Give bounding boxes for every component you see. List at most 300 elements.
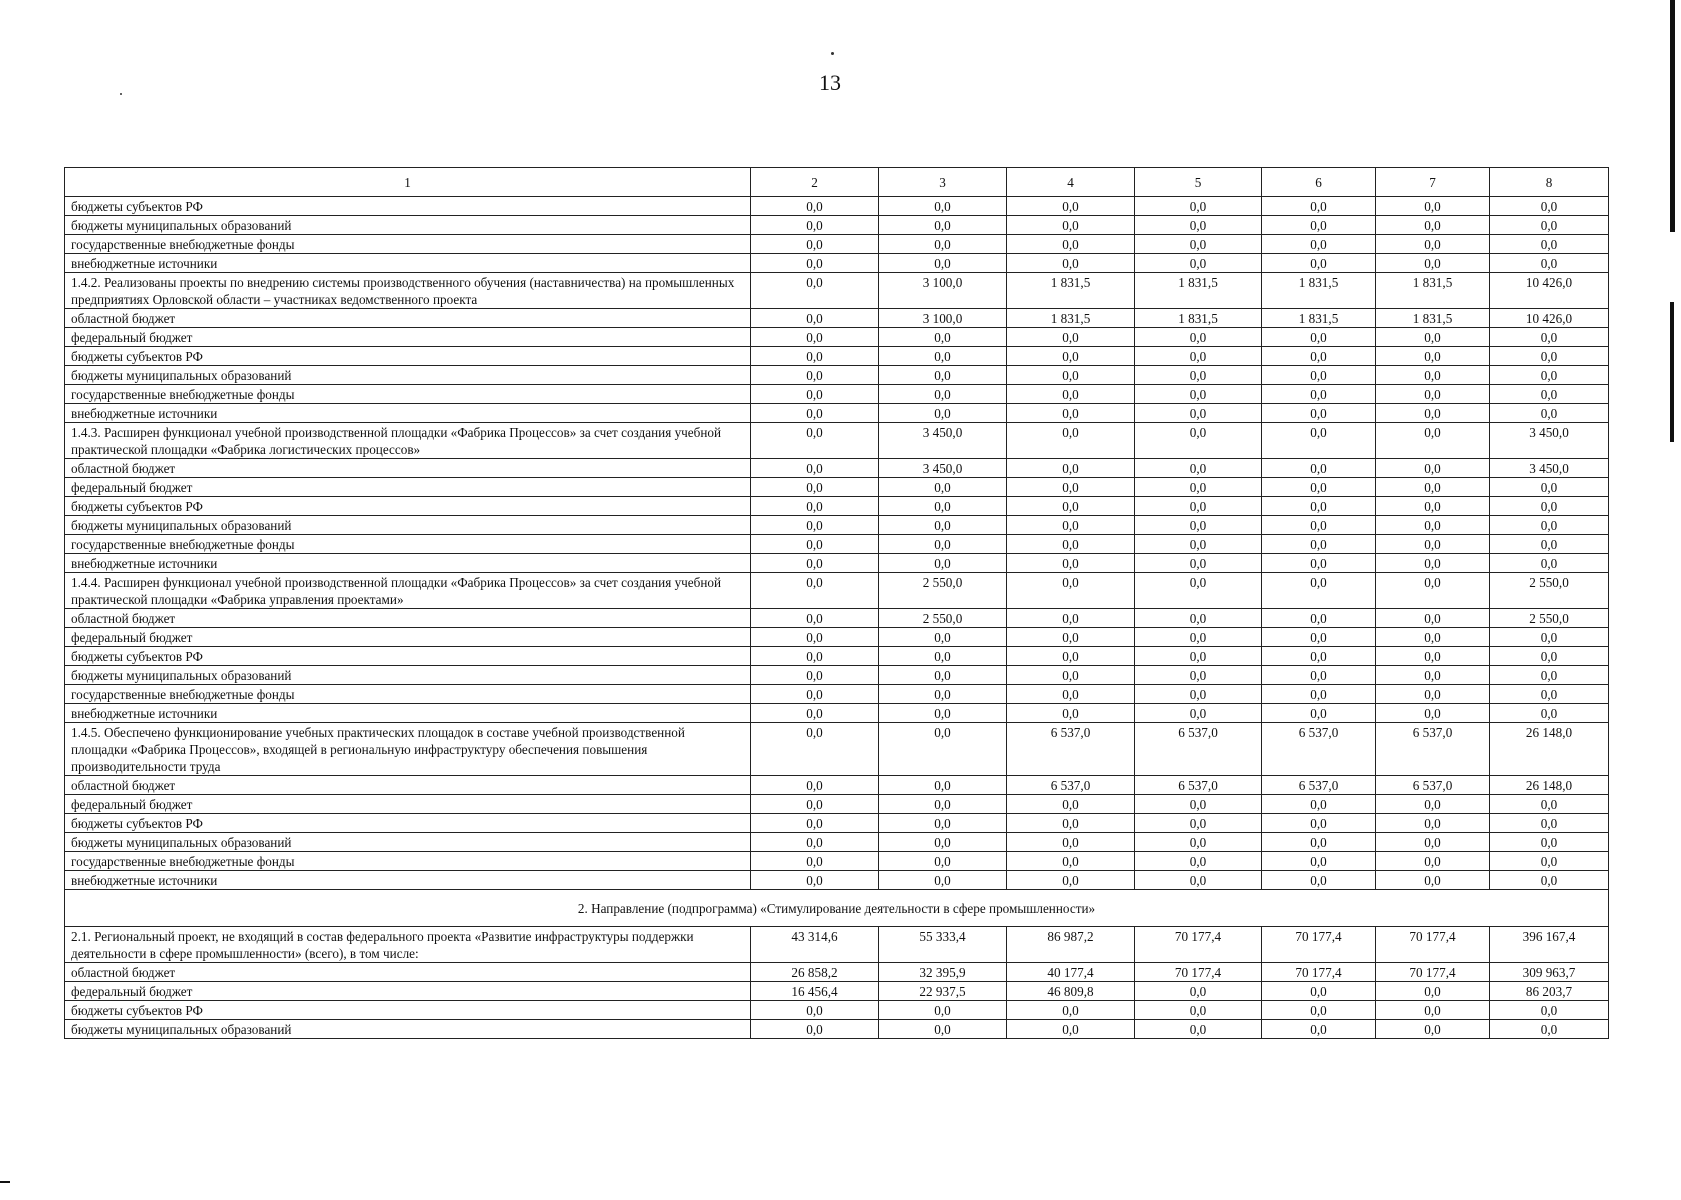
value-cell: 0,0 (751, 347, 879, 366)
value-cell: 0,0 (1376, 347, 1490, 366)
value-cell: 0,0 (1135, 1020, 1262, 1039)
value-cell: 0,0 (1376, 871, 1490, 890)
row-label: областной бюджет (65, 963, 751, 982)
value-cell: 0,0 (1262, 254, 1376, 273)
row-label: внебюджетные источники (65, 254, 751, 273)
column-header: 5 (1135, 168, 1262, 197)
row-label: внебюджетные источники (65, 404, 751, 423)
value-cell: 0,0 (1007, 573, 1135, 609)
value-cell: 1 831,5 (1135, 309, 1262, 328)
value-cell: 0,0 (879, 704, 1007, 723)
value-cell: 0,0 (1007, 478, 1135, 497)
value-cell: 0,0 (1007, 385, 1135, 404)
value-cell: 0,0 (1262, 497, 1376, 516)
value-cell: 0,0 (751, 871, 879, 890)
row-label: бюджеты муниципальных образований (65, 666, 751, 685)
value-cell: 0,0 (1135, 254, 1262, 273)
column-header: 6 (1262, 168, 1376, 197)
row-label: внебюджетные источники (65, 554, 751, 573)
value-cell: 0,0 (751, 497, 879, 516)
value-cell: 0,0 (879, 347, 1007, 366)
table-row (65, 478, 1609, 497)
value-cell: 0,0 (1490, 833, 1609, 852)
table-row (65, 366, 1609, 385)
value-cell: 0,0 (1135, 235, 1262, 254)
value-cell: 0,0 (879, 254, 1007, 273)
value-cell: 70 177,4 (1262, 963, 1376, 982)
table-row (65, 628, 1609, 647)
value-cell: 0,0 (1262, 685, 1376, 704)
table-row (65, 216, 1609, 235)
row-label: бюджеты муниципальных образований (65, 366, 751, 385)
row-label: федеральный бюджет (65, 328, 751, 347)
value-cell: 0,0 (751, 723, 879, 776)
value-cell: 0,0 (1007, 535, 1135, 554)
value-cell: 70 177,4 (1135, 963, 1262, 982)
value-cell: 0,0 (751, 685, 879, 704)
value-cell: 6 537,0 (1376, 723, 1490, 776)
table-row (65, 795, 1609, 814)
value-cell: 43 314,6 (751, 927, 879, 963)
value-cell: 55 333,4 (879, 927, 1007, 963)
row-label: государственные внебюджетные фонды (65, 852, 751, 871)
value-cell: 26 148,0 (1490, 723, 1609, 776)
value-cell: 0,0 (1135, 554, 1262, 573)
table-row (65, 666, 1609, 685)
value-cell: 32 395,9 (879, 963, 1007, 982)
value-cell: 0,0 (1490, 647, 1609, 666)
value-cell: 0,0 (751, 535, 879, 554)
table-row (65, 554, 1609, 573)
table-row (65, 647, 1609, 666)
table-row (65, 871, 1609, 890)
table-row (65, 423, 1609, 459)
value-cell: 0,0 (1262, 404, 1376, 423)
value-cell: 0,0 (1135, 609, 1262, 628)
value-cell: 0,0 (1490, 328, 1609, 347)
value-cell: 396 167,4 (1490, 927, 1609, 963)
value-cell: 0,0 (1007, 554, 1135, 573)
value-cell: 0,0 (1007, 516, 1135, 535)
value-cell: 0,0 (1135, 666, 1262, 685)
table-row (65, 685, 1609, 704)
value-cell: 0,0 (1490, 197, 1609, 216)
table-row (65, 982, 1609, 1001)
value-cell: 0,0 (751, 309, 879, 328)
value-cell: 0,0 (1007, 833, 1135, 852)
value-cell: 70 177,4 (1135, 927, 1262, 963)
value-cell: 0,0 (879, 216, 1007, 235)
value-cell: 0,0 (751, 273, 879, 309)
value-cell: 3 450,0 (879, 423, 1007, 459)
value-cell: 2 550,0 (1490, 573, 1609, 609)
value-cell: 0,0 (1376, 685, 1490, 704)
scan-edge-mark (1670, 302, 1674, 442)
value-cell: 0,0 (1262, 328, 1376, 347)
value-cell: 70 177,4 (1376, 927, 1490, 963)
value-cell: 0,0 (879, 628, 1007, 647)
section-row (65, 890, 1609, 927)
value-cell: 6 537,0 (1376, 776, 1490, 795)
value-cell: 0,0 (1376, 366, 1490, 385)
row-label: бюджеты субъектов РФ (65, 647, 751, 666)
value-cell: 0,0 (1007, 423, 1135, 459)
value-cell: 0,0 (1376, 573, 1490, 609)
value-cell: 0,0 (1007, 254, 1135, 273)
value-cell: 0,0 (879, 685, 1007, 704)
value-cell: 3 450,0 (879, 459, 1007, 478)
value-cell: 0,0 (1490, 385, 1609, 404)
value-cell: 0,0 (751, 776, 879, 795)
value-cell: 0,0 (1262, 609, 1376, 628)
scan-edge-mark (0, 1181, 10, 1183)
row-label: бюджеты муниципальных образований (65, 833, 751, 852)
value-cell: 0,0 (1135, 385, 1262, 404)
value-cell: 0,0 (879, 776, 1007, 795)
value-cell: 0,0 (1262, 573, 1376, 609)
table-body (65, 197, 1609, 1039)
value-cell: 0,0 (879, 1020, 1007, 1039)
value-cell: 0,0 (879, 478, 1007, 497)
value-cell: 0,0 (1376, 497, 1490, 516)
value-cell: 0,0 (1262, 235, 1376, 254)
value-cell: 0,0 (1490, 535, 1609, 554)
value-cell: 86 203,7 (1490, 982, 1609, 1001)
value-cell: 0,0 (1007, 347, 1135, 366)
value-cell: 0,0 (879, 1001, 1007, 1020)
column-header: 8 (1490, 168, 1609, 197)
value-cell: 0,0 (1376, 1020, 1490, 1039)
value-cell: 0,0 (1135, 685, 1262, 704)
value-cell: 0,0 (1007, 197, 1135, 216)
value-cell: 0,0 (1262, 197, 1376, 216)
table-row (65, 776, 1609, 795)
value-cell: 0,0 (1490, 235, 1609, 254)
value-cell: 0,0 (1490, 852, 1609, 871)
value-cell: 0,0 (751, 404, 879, 423)
value-cell: 0,0 (1007, 609, 1135, 628)
scan-speck (831, 52, 834, 55)
value-cell: 0,0 (1262, 423, 1376, 459)
value-cell: 0,0 (1376, 197, 1490, 216)
table-row (65, 404, 1609, 423)
table-row (65, 704, 1609, 723)
row-label: 1.4.3. Расширен функционал учебной производственной площадки «Фабрика Процессов» за счет создания учебной практической площадки «Фабрика логистических процессов» (65, 423, 751, 459)
row-label: областной бюджет (65, 609, 751, 628)
value-cell: 0,0 (1007, 666, 1135, 685)
value-cell: 0,0 (1490, 704, 1609, 723)
table-row (65, 609, 1609, 628)
row-label: 1.4.4. Расширен функционал учебной производственной площадки «Фабрика Процессов» за счет создания учебной практической площадки «Фабрика управления проектами» (65, 573, 751, 609)
table-row (65, 235, 1609, 254)
value-cell: 0,0 (879, 833, 1007, 852)
value-cell: 0,0 (1490, 685, 1609, 704)
value-cell: 0,0 (1262, 628, 1376, 647)
value-cell: 0,0 (751, 609, 879, 628)
value-cell: 0,0 (879, 328, 1007, 347)
value-cell: 0,0 (1007, 852, 1135, 871)
budget-table (64, 167, 1609, 1039)
value-cell: 3 100,0 (879, 309, 1007, 328)
row-label: федеральный бюджет (65, 478, 751, 497)
row-label: бюджеты субъектов РФ (65, 347, 751, 366)
value-cell: 0,0 (1376, 628, 1490, 647)
value-cell: 0,0 (1490, 366, 1609, 385)
value-cell: 0,0 (1135, 1001, 1262, 1020)
value-cell: 0,0 (1376, 666, 1490, 685)
table-row (65, 1001, 1609, 1020)
value-cell: 0,0 (1262, 366, 1376, 385)
row-label: государственные внебюджетные фонды (65, 385, 751, 404)
value-cell: 0,0 (1262, 647, 1376, 666)
value-cell: 0,0 (1007, 647, 1135, 666)
value-cell: 0,0 (1262, 554, 1376, 573)
value-cell: 0,0 (1262, 459, 1376, 478)
value-cell: 0,0 (1262, 516, 1376, 535)
table-row (65, 273, 1609, 309)
value-cell: 0,0 (1135, 647, 1262, 666)
value-cell: 40 177,4 (1007, 963, 1135, 982)
value-cell: 0,0 (1262, 1001, 1376, 1020)
value-cell: 2 550,0 (879, 609, 1007, 628)
value-cell: 0,0 (751, 628, 879, 647)
value-cell: 0,0 (1135, 628, 1262, 647)
header-row (65, 168, 1609, 197)
value-cell: 0,0 (1135, 704, 1262, 723)
value-cell: 0,0 (751, 366, 879, 385)
value-cell: 0,0 (1007, 685, 1135, 704)
value-cell: 0,0 (1262, 535, 1376, 554)
row-label: областной бюджет (65, 776, 751, 795)
value-cell: 0,0 (751, 647, 879, 666)
value-cell: 0,0 (751, 814, 879, 833)
value-cell: 1 831,5 (1262, 273, 1376, 309)
value-cell: 0,0 (1007, 497, 1135, 516)
row-label: бюджеты муниципальных образований (65, 216, 751, 235)
value-cell: 0,0 (1490, 1001, 1609, 1020)
row-label: государственные внебюджетные фонды (65, 235, 751, 254)
value-cell: 10 426,0 (1490, 273, 1609, 309)
row-label: 1.4.2. Реализованы проекты по внедрению системы производственного обучения (наставничества) на промышленных предприятиях Орловской области – участниках ведомственного проекта (65, 273, 751, 309)
value-cell: 1 831,5 (1376, 273, 1490, 309)
value-cell: 0,0 (1135, 197, 1262, 216)
value-cell: 2 550,0 (879, 573, 1007, 609)
value-cell: 0,0 (1007, 404, 1135, 423)
row-label: внебюджетные источники (65, 704, 751, 723)
value-cell: 0,0 (1376, 1001, 1490, 1020)
value-cell: 0,0 (751, 704, 879, 723)
scan-edge-mark (1670, 0, 1675, 232)
value-cell: 0,0 (1135, 423, 1262, 459)
value-cell: 0,0 (1135, 871, 1262, 890)
value-cell: 0,0 (1007, 235, 1135, 254)
value-cell: 0,0 (751, 328, 879, 347)
value-cell: 0,0 (1490, 814, 1609, 833)
value-cell: 0,0 (1490, 1020, 1609, 1039)
value-cell: 0,0 (879, 871, 1007, 890)
section-title: 2. Направление (подпрограмма) «Стимулирование деятельности в сфере промышленности» (65, 890, 1609, 927)
table-row (65, 328, 1609, 347)
value-cell: 0,0 (1007, 871, 1135, 890)
value-cell: 0,0 (751, 478, 879, 497)
value-cell: 0,0 (751, 554, 879, 573)
value-cell: 0,0 (879, 647, 1007, 666)
value-cell: 0,0 (1007, 459, 1135, 478)
value-cell: 0,0 (879, 197, 1007, 216)
value-cell: 0,0 (1376, 852, 1490, 871)
value-cell: 26 858,2 (751, 963, 879, 982)
value-cell: 1 831,5 (1007, 273, 1135, 309)
column-header: 4 (1007, 168, 1135, 197)
value-cell: 0,0 (1376, 554, 1490, 573)
table-row (65, 459, 1609, 478)
value-cell: 0,0 (879, 723, 1007, 776)
value-cell: 6 537,0 (1007, 723, 1135, 776)
value-cell: 0,0 (1007, 628, 1135, 647)
value-cell: 0,0 (1135, 347, 1262, 366)
column-header: 3 (879, 168, 1007, 197)
value-cell: 0,0 (1376, 982, 1490, 1001)
row-label: федеральный бюджет (65, 795, 751, 814)
value-cell: 0,0 (1262, 216, 1376, 235)
value-cell: 0,0 (1262, 982, 1376, 1001)
value-cell: 0,0 (1262, 385, 1376, 404)
value-cell: 0,0 (1135, 795, 1262, 814)
value-cell: 0,0 (1135, 516, 1262, 535)
value-cell: 0,0 (1490, 404, 1609, 423)
row-label: государственные внебюджетные фонды (65, 685, 751, 704)
value-cell: 0,0 (1376, 609, 1490, 628)
value-cell: 0,0 (1135, 573, 1262, 609)
value-cell: 0,0 (1490, 871, 1609, 890)
value-cell: 0,0 (1490, 497, 1609, 516)
value-cell: 0,0 (1135, 833, 1262, 852)
value-cell: 6 537,0 (1262, 776, 1376, 795)
value-cell: 0,0 (1007, 1020, 1135, 1039)
table-row (65, 852, 1609, 871)
value-cell: 0,0 (1007, 1001, 1135, 1020)
row-label: бюджеты субъектов РФ (65, 1001, 751, 1020)
row-label: бюджеты муниципальных образований (65, 1020, 751, 1039)
row-label: 1.4.5. Обеспечено функционирование учебных практических площадок в составе учебной производственной площадки «Фабрика Процессов», входящей в региональную инфраструктуру обеспечения повышения производительности труда (65, 723, 751, 776)
value-cell: 0,0 (1135, 497, 1262, 516)
value-cell: 0,0 (1135, 982, 1262, 1001)
value-cell: 0,0 (879, 814, 1007, 833)
value-cell: 0,0 (1262, 1020, 1376, 1039)
scan-speck (120, 93, 122, 95)
table-row (65, 309, 1609, 328)
value-cell: 1 831,5 (1262, 309, 1376, 328)
table-row (65, 385, 1609, 404)
value-cell: 0,0 (1135, 216, 1262, 235)
value-cell: 0,0 (1007, 704, 1135, 723)
table-row (65, 723, 1609, 776)
value-cell: 0,0 (879, 795, 1007, 814)
column-header: 1 (65, 168, 751, 197)
value-cell: 0,0 (1007, 216, 1135, 235)
value-cell: 0,0 (1376, 423, 1490, 459)
value-cell: 0,0 (879, 535, 1007, 554)
value-cell: 0,0 (1490, 216, 1609, 235)
value-cell: 0,0 (1376, 328, 1490, 347)
table-row (65, 516, 1609, 535)
value-cell: 0,0 (1262, 666, 1376, 685)
value-cell: 0,0 (1135, 459, 1262, 478)
value-cell: 0,0 (1135, 366, 1262, 385)
value-cell: 0,0 (751, 1020, 879, 1039)
table-row (65, 497, 1609, 516)
value-cell: 0,0 (1376, 404, 1490, 423)
table-row (65, 535, 1609, 554)
value-cell: 0,0 (1376, 216, 1490, 235)
table-row (65, 254, 1609, 273)
value-cell: 0,0 (1376, 704, 1490, 723)
row-label: внебюджетные источники (65, 871, 751, 890)
row-label: федеральный бюджет (65, 982, 751, 1001)
table-row (65, 1020, 1609, 1039)
table-row (65, 814, 1609, 833)
value-cell: 0,0 (751, 216, 879, 235)
table-row (65, 347, 1609, 366)
value-cell: 0,0 (751, 1001, 879, 1020)
value-cell: 22 937,5 (879, 982, 1007, 1001)
value-cell: 3 450,0 (1490, 423, 1609, 459)
value-cell: 0,0 (1262, 833, 1376, 852)
row-label: бюджеты муниципальных образований (65, 516, 751, 535)
value-cell: 0,0 (1490, 478, 1609, 497)
value-cell: 0,0 (1376, 647, 1490, 666)
value-cell: 0,0 (751, 833, 879, 852)
value-cell: 3 450,0 (1490, 459, 1609, 478)
value-cell: 0,0 (879, 404, 1007, 423)
value-cell: 0,0 (1262, 852, 1376, 871)
value-cell: 0,0 (751, 459, 879, 478)
row-label: областной бюджет (65, 309, 751, 328)
value-cell: 0,0 (1262, 795, 1376, 814)
value-cell: 0,0 (1376, 814, 1490, 833)
page-number: 13 (819, 70, 841, 95)
value-cell: 0,0 (879, 516, 1007, 535)
table-row (65, 963, 1609, 982)
value-cell: 86 987,2 (1007, 927, 1135, 963)
value-cell: 0,0 (1262, 814, 1376, 833)
value-cell: 0,0 (879, 554, 1007, 573)
value-cell: 0,0 (1135, 478, 1262, 497)
row-label: бюджеты субъектов РФ (65, 197, 751, 216)
value-cell: 0,0 (751, 573, 879, 609)
value-cell: 0,0 (1376, 235, 1490, 254)
table-row (65, 197, 1609, 216)
value-cell: 0,0 (751, 235, 879, 254)
value-cell: 0,0 (751, 852, 879, 871)
value-cell: 0,0 (1135, 852, 1262, 871)
value-cell: 0,0 (1376, 459, 1490, 478)
value-cell: 70 177,4 (1376, 963, 1490, 982)
value-cell: 0,0 (879, 497, 1007, 516)
value-cell: 0,0 (1007, 328, 1135, 347)
value-cell: 0,0 (1490, 666, 1609, 685)
table-row (65, 927, 1609, 963)
value-cell: 0,0 (1490, 554, 1609, 573)
value-cell: 0,0 (879, 852, 1007, 871)
value-cell: 0,0 (879, 235, 1007, 254)
value-cell: 0,0 (1135, 535, 1262, 554)
row-label: областной бюджет (65, 459, 751, 478)
value-cell: 0,0 (1135, 814, 1262, 833)
value-cell: 1 831,5 (1007, 309, 1135, 328)
value-cell: 70 177,4 (1262, 927, 1376, 963)
value-cell: 0,0 (1490, 347, 1609, 366)
